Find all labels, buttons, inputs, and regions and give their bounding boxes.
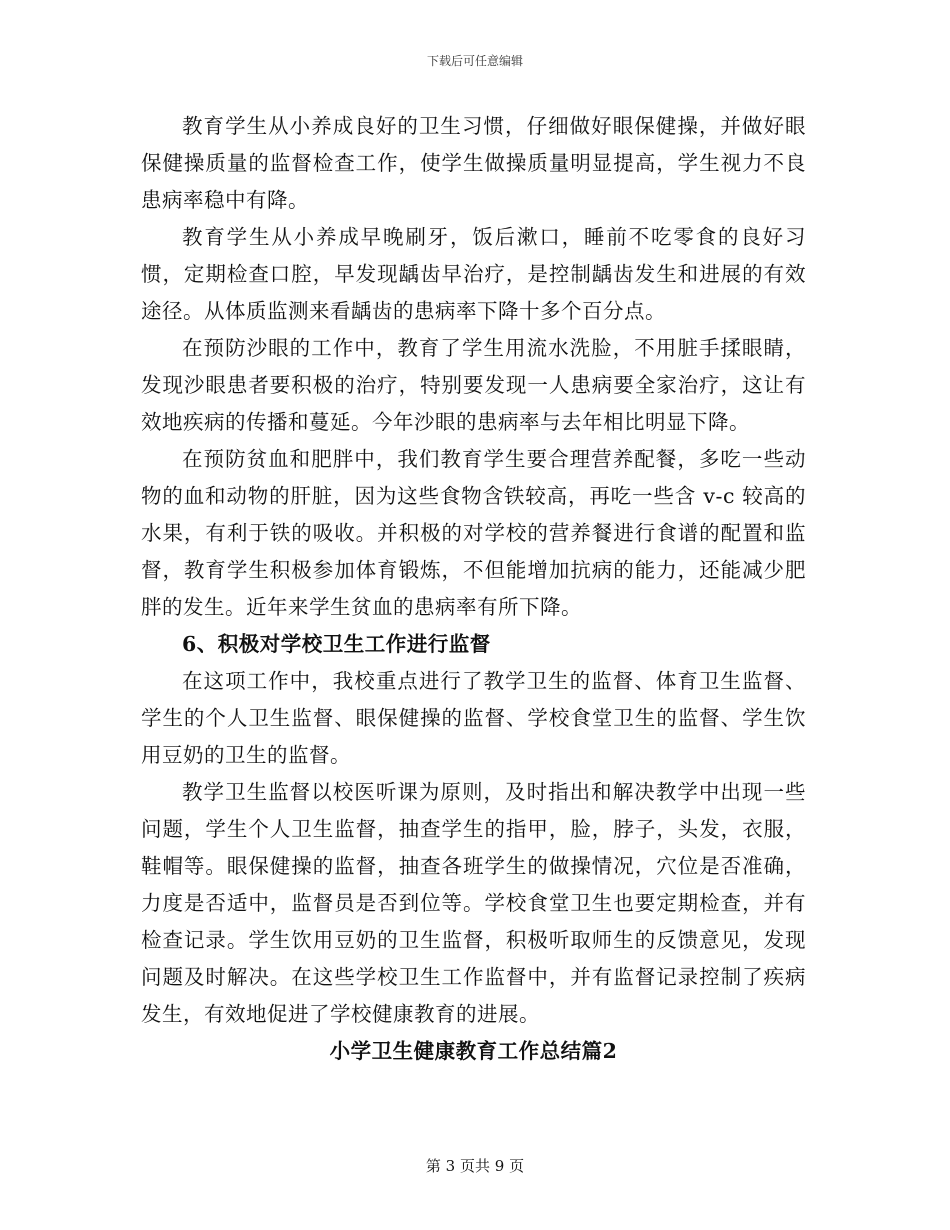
paragraph-supervision-details: 教学卫生监督以校医听课为原则，及时指出和解决教学中出现一些问题，学生个人卫生监督，抽查学生的指甲，脸，脖子，头发，衣服，鞋帽等。眼保健操的监督，抽查各班学生的做操情况，穴位是否准确，力度是否适中，监督员是否到位等。学校食堂卫生也要定期检查，并有检查记录。学生饮用豆奶的卫生监督，积极听取师生的反馈意见，发现问题及时解决。在这些学校卫生工作监督中，并有监督记录控制了疾病发生，有效地促进了学校健康教育的进展。 [141,780,806,1026]
document-section-title: 小学卫生健康教育工作总结篇2 [329,1039,618,1063]
paragraph-trachoma: 在预防沙眼的工作中，教育了学生用流水洗脸，不用脏手揉眼睛，发现沙眼患者要积极的治疗，特别要发现一人患病要全家治疗，这让有效地疾病的传播和蔓延。今年沙眼的患病率与去年相比明显下降。 [141,336,806,434]
page-number: 第 3 页共 9 页 [425,1157,525,1175]
paragraph-dental-health: 教育学生从小养成早晚刷牙，饭后漱口，睡前不吃零食的良好习惯，定期检查口腔，早发现龋齿早治疗，是控制龋齿发生和进展的有效途径。从体质监测来看龋齿的患病率下降十多个百分点。 [141,225,806,323]
header-note: 下载后可任意编辑 [426,54,523,68]
section-heading-supervision: 6、积极对学校卫生工作进行监督 [182,632,491,656]
paragraph-eye-health: 教育学生从小养成良好的卫生习惯，仔细做好眼保健操，并做好眼保健操质量的监督检查工作，使学生做操质量明显提高，学生视力不良患病率稳中有降。 [141,114,806,212]
document-body [141,108,806,1070]
paragraph-supervision-scope: 在这项工作中，我校重点进行了教学卫生的监督、体育卫生监督、学生的个人卫生监督、眼保健操的监督、学校食堂卫生的监督、学生饮用豆奶的卫生的监督。 [141,669,806,767]
paragraph-anemia-obesity: 在预防贫血和肥胖中，我们教育学生要合理营养配餐，多吃一些动物的血和动物的肝脏，因为这些食物含铁较高，再吃一些含 v-c 较高的水果，有利于铁的吸收。并积极的对学校的营养餐进行食谱的配置和监督，教育学生积极参加体育锻炼，不但能增加抗病的能力，还能减少肥胖的发生。近年来学生贫血的患病率有所下降。 [141,447,806,619]
